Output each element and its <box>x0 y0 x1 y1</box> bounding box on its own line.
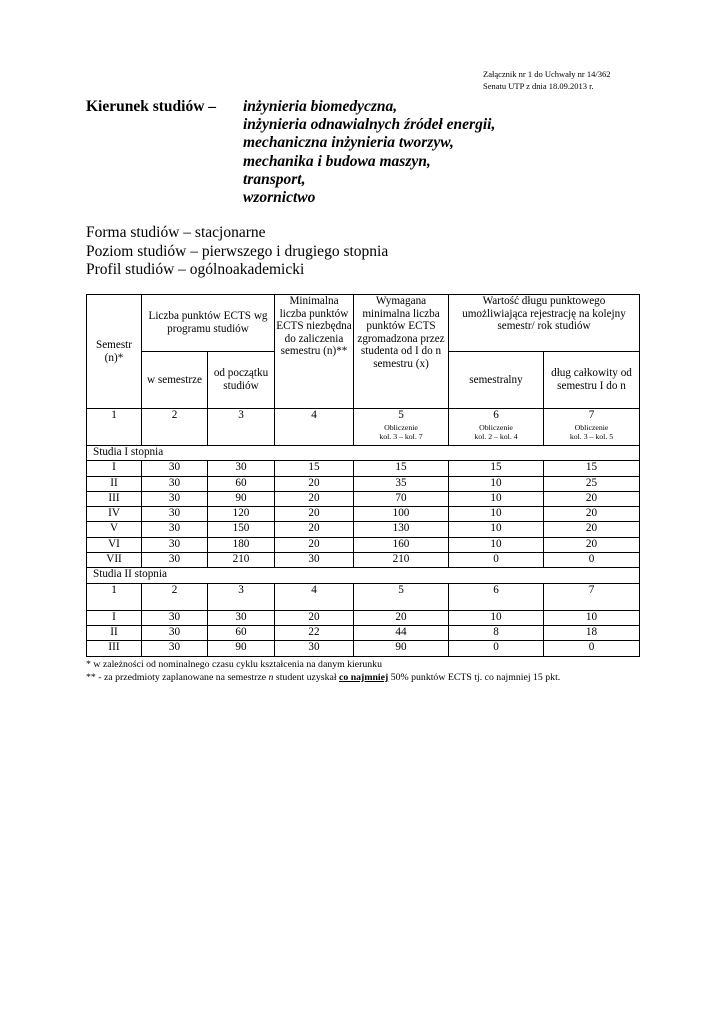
table-cell: 22 <box>275 625 354 640</box>
table-cell: 10 <box>449 476 544 491</box>
header-w-semestrze: w semestrze <box>142 352 208 409</box>
table-cell: 15 <box>449 461 544 476</box>
col-note: Obliczenie kol. 3 – kol. 5 <box>569 422 614 441</box>
annex-line-2: Senatu UTP z dnia 18.09.2013 r. <box>483 81 594 91</box>
col-number: 5 <box>398 409 404 421</box>
table-row <box>87 641 640 656</box>
table-cell: 20 <box>544 522 640 537</box>
table-cell: 20 <box>275 537 354 552</box>
program-item: wzornictwo <box>243 188 316 206</box>
header-od-poczatku: od początku studiów <box>208 352 275 409</box>
table-cell: V <box>87 522 142 537</box>
table-cell: 150 <box>208 522 275 537</box>
table-cell: 90 <box>208 641 275 656</box>
col-number: 7 <box>544 583 640 610</box>
table-cell: 18 <box>544 625 640 640</box>
table-row <box>87 610 640 625</box>
header-semestr: Semestr (n)* <box>87 295 142 409</box>
col-number: 7 <box>588 409 595 421</box>
section2-body <box>87 610 640 656</box>
ects-table <box>86 294 640 657</box>
table-cell: 30 <box>275 641 354 656</box>
table-cell: 20 <box>275 507 354 522</box>
section-label-1: Studia I stopnia <box>87 446 544 461</box>
table-cell: 180 <box>208 537 275 552</box>
table-cell: 90 <box>208 491 275 506</box>
table-row <box>87 476 640 491</box>
table-row <box>87 507 640 522</box>
table-cell: 20 <box>275 610 354 625</box>
col-number: 2 <box>142 583 208 610</box>
table-cell: 10 <box>449 610 544 625</box>
table-cell: 90 <box>354 641 449 656</box>
forma-studiow: Forma studiów – stacjonarne <box>86 224 266 241</box>
table-cell: 10 <box>449 507 544 522</box>
table-cell: 30 <box>142 641 208 656</box>
table-cell: 0 <box>544 641 640 656</box>
section-row <box>87 568 640 583</box>
col-number-5 <box>354 409 449 446</box>
table-cell: 30 <box>142 553 208 568</box>
table-cell: 35 <box>354 476 449 491</box>
section-row <box>87 446 640 461</box>
col-number: 3 <box>208 583 275 610</box>
table-cell: 44 <box>354 625 449 640</box>
col-number-6 <box>449 409 544 446</box>
col-number: 2 <box>142 409 208 446</box>
table-cell: 15 <box>544 461 640 476</box>
table-cell: 30 <box>142 625 208 640</box>
header-semestralny: semestralny <box>449 352 544 409</box>
table-cell: 20 <box>544 537 640 552</box>
profil-studiow: Profil studiów – ogólnoakademicki <box>86 261 305 278</box>
table-cell: 20 <box>275 476 354 491</box>
table-cell: 30 <box>208 461 275 476</box>
col-number: 5 <box>354 583 449 610</box>
col-number: 6 <box>493 409 499 421</box>
table-cell: 70 <box>354 491 449 506</box>
table-cell: 8 <box>449 625 544 640</box>
col-number: 4 <box>275 409 354 446</box>
table-cell: 20 <box>275 491 354 506</box>
table-cell: 60 <box>208 625 275 640</box>
col-number: 3 <box>208 409 275 446</box>
col-number: 1 <box>87 583 142 610</box>
table-cell: 20 <box>544 507 640 522</box>
table-row <box>87 461 640 476</box>
table-cell: 10 <box>449 491 544 506</box>
table-cell: I <box>87 461 142 476</box>
column-number-row-2 <box>87 583 640 610</box>
table-cell: 30 <box>142 507 208 522</box>
table-cell: 30 <box>208 610 275 625</box>
table-cell: 30 <box>142 610 208 625</box>
table-cell: III <box>87 641 142 656</box>
header-dlug-calkowity: dług całkowity od semestru I do n <box>544 352 640 409</box>
table-cell: 160 <box>354 537 449 552</box>
table-cell: 0 <box>544 553 640 568</box>
annex-line-1: Załącznik nr 1 do Uchwały nr 14/362 <box>483 69 611 79</box>
table-cell: 100 <box>354 507 449 522</box>
footnote-1: * w zależności od nominalnego czasu cyklu kształcenia na danym kierunku <box>86 659 382 670</box>
footnotes <box>86 658 560 684</box>
program-list <box>243 98 495 207</box>
col-number-7 <box>544 409 640 446</box>
program-item: inżynieria biomedyczna, <box>243 98 398 115</box>
col-note: Obliczenie kol. 2 – kol. 4 <box>474 422 518 441</box>
table-cell: 10 <box>449 537 544 552</box>
table-row <box>87 537 640 552</box>
table-cell: VII <box>87 553 142 568</box>
table-cell: 20 <box>354 610 449 625</box>
table-cell: I <box>87 610 142 625</box>
program-item: mechaniczna inżynieria tworzyw, <box>243 134 454 152</box>
table-cell: II <box>87 476 142 491</box>
table-cell: 0 <box>449 641 544 656</box>
table-cell: 210 <box>208 553 275 568</box>
table-cell: VI <box>87 537 142 552</box>
table-cell: 20 <box>544 491 640 506</box>
col-number: 6 <box>449 583 544 610</box>
table-cell: 30 <box>142 537 208 552</box>
table-row <box>87 522 640 537</box>
table-cell: III <box>87 491 142 506</box>
table-cell: 30 <box>142 476 208 491</box>
table-cell: 10 <box>449 522 544 537</box>
study-info <box>86 224 388 280</box>
footnote-2: ** - za przedmioty zaplanowane na semestrze n student uzyskał co najmniej 50% punktów ECTS tj. co najmniej 15 pkt. <box>86 672 561 683</box>
poziom-studiow: Poziom studiów – pierwszego i drugiego stopnia <box>86 242 389 260</box>
header-minimalna: Minimalna liczba punktów ECTS niezbędna do zaliczenia semestru (n)** <box>275 295 354 409</box>
section-label-2: Studia II stopnia <box>87 568 544 583</box>
table-cell: 10 <box>544 610 640 625</box>
table-cell: 30 <box>275 553 354 568</box>
table-cell: IV <box>87 507 142 522</box>
program-item: transport, <box>243 170 306 188</box>
kierunek-label: Kierunek studiów – <box>86 98 217 115</box>
header-wartosc-dlugu: Wartość długu punktowego umożliwiająca rejestrację na kolejny semestr/ rok studiów <box>449 295 640 352</box>
table-cell: 30 <box>142 491 208 506</box>
table-row <box>87 625 640 640</box>
table-cell: 20 <box>275 522 354 537</box>
col-note: Obliczenie kol. 3 – kol. 7 <box>379 422 423 441</box>
header-wymagana: Wymagana minimalna liczba punktów ECTS zgromadzona przez studenta od I do n semestru (x) <box>354 295 449 409</box>
table-cell: 120 <box>208 507 275 522</box>
table-cell: II <box>87 625 142 640</box>
table-cell: 30 <box>142 461 208 476</box>
header-row-1 <box>87 295 640 352</box>
table-cell: 25 <box>544 476 640 491</box>
table-cell: 15 <box>275 461 354 476</box>
table-row <box>87 553 640 568</box>
header-liczba-ects: Liczba punktów ECTS wg programu studiów <box>142 295 275 352</box>
program-item: inżynieria odnawialnych źródeł energii, <box>243 116 496 134</box>
table-cell: 15 <box>354 461 449 476</box>
col-number: 4 <box>275 583 354 610</box>
table-cell: 130 <box>354 522 449 537</box>
table-cell: 60 <box>208 476 275 491</box>
table-cell: 0 <box>449 553 544 568</box>
annex-note <box>483 68 610 92</box>
col-number: 1 <box>87 409 142 446</box>
column-number-row <box>87 409 640 446</box>
section1-body <box>87 461 640 568</box>
table-row <box>87 491 640 506</box>
table-cell: 30 <box>142 522 208 537</box>
program-item: mechanika i budowa maszyn, <box>243 152 431 170</box>
table-cell: 210 <box>354 553 449 568</box>
